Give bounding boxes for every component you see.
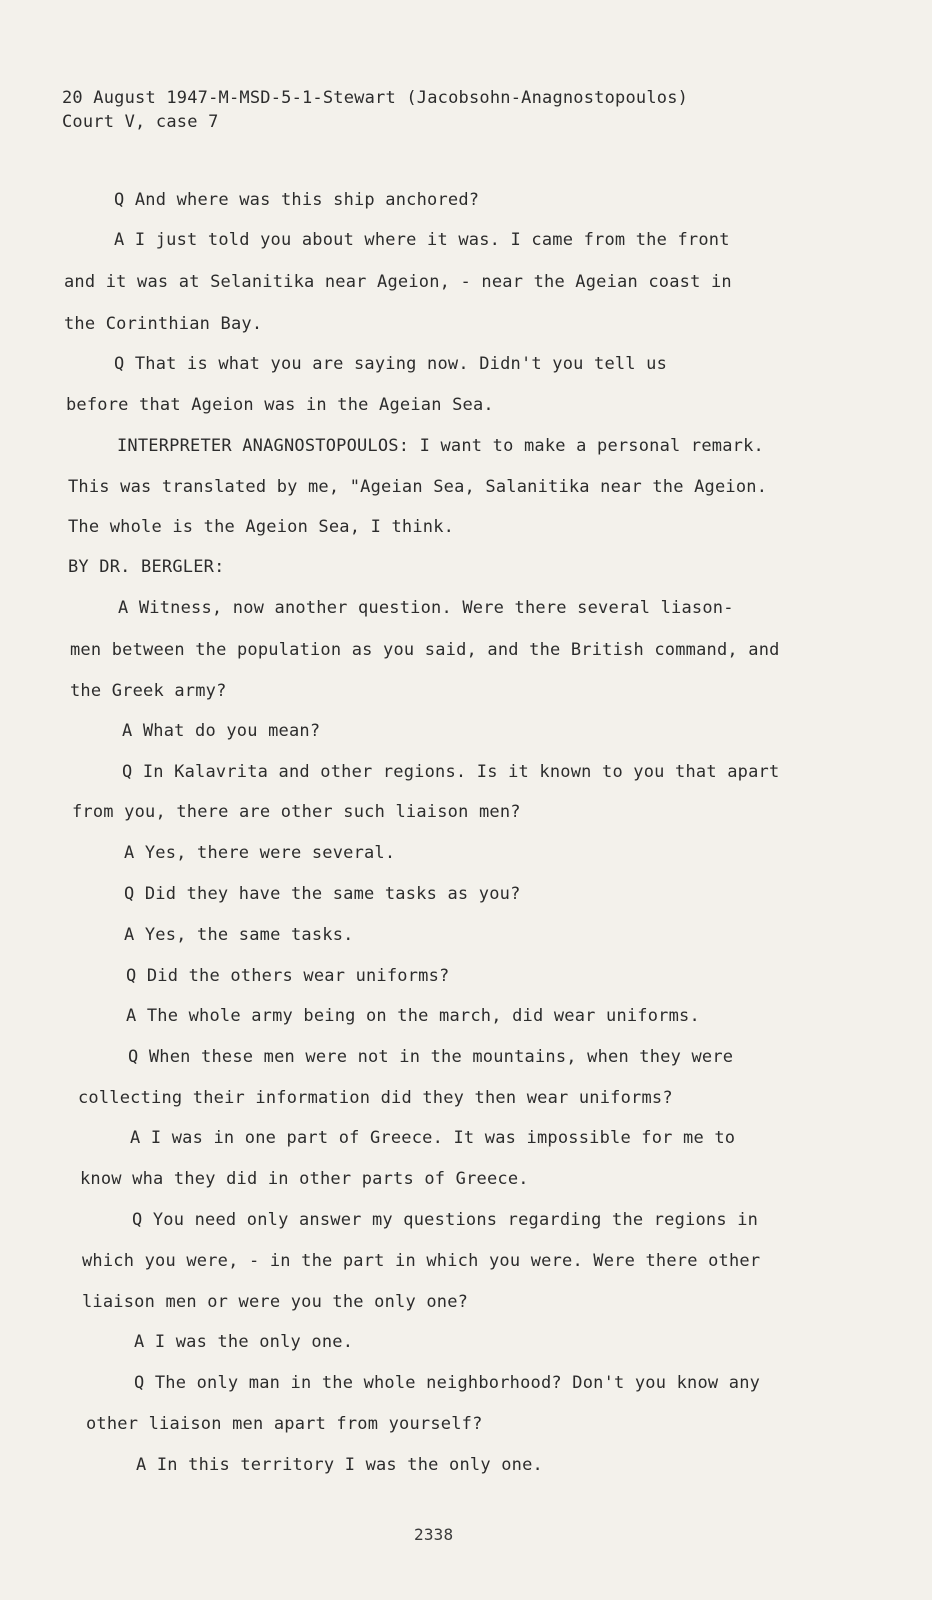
body-line: The whole is the Ageion Sea, I think.: [68, 517, 455, 537]
body-line: which you were, - in the part in which you were. Were there other: [82, 1251, 761, 1271]
body-line: A I just told you about where it was. I came from the front: [114, 230, 730, 250]
body-line: liaison men or were you the only one?: [82, 1292, 469, 1312]
section-heading: BY DR. BERGLER:: [68, 557, 225, 577]
body-line: the Corinthian Bay.: [64, 314, 263, 334]
body-line: A I was in one part of Greece. It was impossible for me to: [130, 1128, 736, 1148]
body-line: A What do you mean?: [122, 721, 321, 741]
body-line: Q In Kalavrita and other regions. Is it known to you that apart: [122, 762, 780, 782]
body-line: Q That is what you are saying now. Didn't you tell us: [114, 354, 668, 374]
body-line: men between the population as you said, and the British command, and: [70, 640, 780, 660]
header-line-1: 20 August 1947-M-MSD-5-1-Stewart (Jacobsohn-Anagnostopoulos): [62, 88, 689, 108]
body-line: A Witness, now another question. Were there several liason-: [118, 598, 734, 618]
body-line: Q You need only answer my questions regarding the regions in: [132, 1210, 759, 1230]
body-line: A Yes, there were several.: [124, 843, 396, 863]
body-line: INTERPRETER ANAGNOSTOPOULOS: I want to make a personal remark.: [117, 436, 764, 456]
body-line: the Greek army?: [70, 681, 227, 701]
body-line: from you, there are other such liaison men?: [72, 802, 521, 822]
body-line: A Yes, the same tasks.: [124, 925, 354, 945]
body-line: Q Did the others wear uniforms?: [126, 966, 450, 986]
body-line: other liaison men apart from yourself?: [86, 1414, 483, 1434]
body-line: Q And where was this ship anchored?: [114, 190, 480, 210]
body-line: Q The only man in the whole neighborhood? Don't you know any: [134, 1373, 761, 1393]
body-line: A In this territory I was the only one.: [136, 1455, 543, 1475]
header-line-2: Court V, case 7: [62, 112, 219, 132]
body-line: A The whole army being on the march, did wear uniforms.: [126, 1006, 700, 1026]
body-line: know wha they did in other parts of Greece.: [80, 1169, 529, 1189]
body-line: collecting their information did they then wear uniforms?: [78, 1088, 673, 1108]
body-line: before that Ageion was in the Ageian Sea.: [66, 395, 494, 415]
body-line: Q When these men were not in the mountains, when they were: [128, 1047, 734, 1067]
body-line: and it was at Selanitika near Ageion, - near the Ageian coast in: [64, 272, 732, 292]
page-number: 2338: [414, 1525, 454, 1544]
body-line: Q Did they have the same tasks as you?: [124, 884, 521, 904]
body-line: This was translated by me, "Ageian Sea, Salanitika near the Ageion.: [68, 477, 768, 497]
body-line: A I was the only one.: [134, 1332, 354, 1352]
